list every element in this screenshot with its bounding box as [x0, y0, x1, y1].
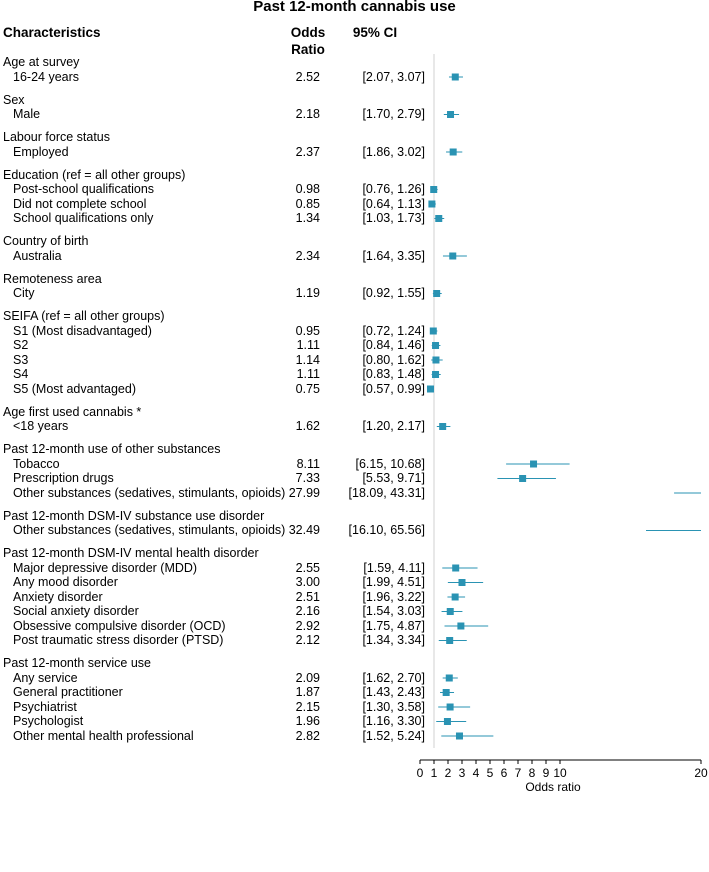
row-label: Male: [13, 107, 41, 121]
odds-ratio-value: 1.14: [295, 352, 320, 367]
x-tick-label: 2: [444, 766, 452, 780]
odds-ratio-value: 2.12: [295, 633, 320, 647]
row-label: Post traumatic stress disorder (PTSD): [13, 633, 224, 647]
row-label: Employed: [13, 144, 69, 159]
ci-value: [1.59, 4.11]: [363, 560, 425, 575]
odds-ratio-value: 0.85: [295, 196, 320, 211]
ci-value: [1.20, 2.17]: [362, 419, 425, 433]
odds-ratio-value: 2.52: [295, 69, 320, 84]
x-tick-label: 8: [528, 766, 536, 780]
ci-value: [1.16, 3.30]: [362, 714, 425, 728]
row-label: Post-school qualifications: [13, 182, 155, 196]
x-tick-label: 1: [430, 766, 438, 780]
row-label: Did not complete school: [13, 196, 147, 211]
row-label: Australia: [13, 248, 62, 263]
row-label: Other substances (sedatives, stimulants, opioids): [13, 523, 286, 537]
estimate-marker: [450, 149, 457, 156]
estimate-marker: [435, 215, 442, 222]
group-label: Past 12-month service use: [3, 656, 151, 670]
row-label: Other mental health professional: [13, 728, 194, 743]
row-label: S2: [13, 338, 29, 352]
group-label: Age first used cannabis *: [3, 404, 142, 419]
odds-ratio-value: 1.11: [296, 338, 320, 352]
estimate-marker: [427, 386, 434, 393]
x-tick-label: 3: [458, 766, 466, 780]
estimate-marker: [446, 675, 453, 682]
estimate-marker: [447, 111, 454, 118]
row-label: Other substances (sedatives, stimulants, opioids): [13, 485, 286, 500]
ci-value: [5.53, 9.71]: [362, 471, 425, 485]
odds-ratio-value: 2.55: [295, 560, 320, 575]
estimate-marker: [452, 594, 459, 601]
odds-ratio-value: 1.11: [296, 367, 320, 381]
row-label: S4: [13, 367, 29, 381]
odds-ratio-value: 3.00: [295, 575, 320, 589]
ci-value: [1.34, 3.34]: [362, 633, 425, 647]
ci-value: [1.43, 2.43]: [362, 685, 425, 699]
header-odds-ratio: Odds Ratio: [290, 25, 326, 57]
row-label: S5 (Most advantaged): [13, 381, 136, 396]
row-label: Prescription drugs: [13, 471, 114, 485]
ci-value: [0.64, 1.13]: [362, 196, 425, 211]
odds-ratio-value: 2.51: [295, 589, 320, 604]
ci-value: [2.07, 3.07]: [362, 69, 425, 84]
row-label: General practitioner: [13, 685, 123, 699]
ci-value: [0.76, 1.26]: [362, 182, 425, 196]
group-label: Education (ref = all other groups): [3, 167, 186, 182]
odds-ratio-value: 2.34: [295, 248, 320, 263]
ci-value: [1.30, 3.58]: [362, 699, 425, 714]
estimate-marker: [444, 718, 451, 725]
ci-value: [0.72, 1.24]: [362, 323, 425, 338]
odds-ratio-value: 2.18: [295, 107, 320, 121]
ci-value: [1.03, 1.73]: [362, 211, 425, 225]
estimate-marker: [459, 579, 466, 586]
estimate-marker: [519, 475, 526, 482]
odds-ratio-value: 27.99: [288, 485, 320, 500]
odds-ratio-value: 2.09: [295, 670, 320, 685]
odds-ratio-value: 0.95: [295, 323, 320, 338]
odds-ratio-value: 2.92: [295, 618, 320, 633]
group-label: Past 12-month DSM-IV mental health disorder: [3, 546, 259, 560]
row-label: Major depressive disorder (MDD): [13, 560, 198, 575]
estimate-marker: [443, 689, 450, 696]
row-label: Anxiety disorder: [13, 589, 103, 604]
estimate-marker: [433, 290, 440, 297]
row-label: School qualifications only: [13, 211, 154, 225]
odds-ratio-value: 1.19: [295, 286, 320, 300]
group-label: Remoteness area: [3, 271, 102, 286]
row-label: Any mood disorder: [13, 575, 118, 589]
x-tick-label: 6: [500, 766, 508, 780]
odds-ratio-value: 0.75: [295, 381, 320, 396]
ci-value: [1.64, 3.35]: [362, 248, 425, 263]
ci-value: [1.54, 3.03]: [362, 604, 425, 618]
odds-ratio-value: 1.87: [295, 685, 320, 699]
odds-ratio-value: 7.33: [295, 471, 320, 485]
group-label: Age at survey: [3, 55, 80, 69]
row-label: Obsessive compulsive disorder (OCD): [13, 618, 226, 633]
header-ci: 95% CI: [352, 25, 398, 40]
x-tick-label: 0: [416, 766, 424, 780]
odds-ratio-value: 2.82: [295, 728, 320, 743]
x-tick-label: 9: [542, 766, 550, 780]
odds-ratio-value: 0.98: [295, 182, 320, 196]
ci-value: [1.70, 2.79]: [362, 107, 425, 121]
estimate-marker: [439, 423, 446, 430]
estimate-marker: [456, 733, 463, 740]
ci-value: [0.57, 0.99]: [362, 381, 425, 396]
odds-ratio-value: 1.96: [295, 714, 320, 728]
estimate-marker: [432, 371, 439, 378]
ci-value: [1.75, 4.87]: [362, 618, 425, 633]
estimate-marker: [446, 637, 453, 644]
row-label: S1 (Most disadvantaged): [13, 323, 152, 338]
estimate-marker: [432, 342, 439, 349]
odds-ratio-value: 1.34: [295, 211, 320, 225]
ci-value: [1.96, 3.22]: [362, 589, 425, 604]
estimate-marker: [430, 328, 437, 335]
odds-ratio-value: 8.11: [296, 456, 320, 471]
group-label: Past 12-month DSM-IV substance use disorder: [3, 508, 265, 523]
ci-value: [0.83, 1.48]: [362, 367, 425, 381]
ci-value: [1.62, 2.70]: [362, 670, 425, 685]
x-tick-label: 4: [472, 766, 480, 780]
estimate-marker: [452, 565, 459, 572]
ci-value: [6.15, 10.68]: [355, 456, 425, 471]
row-label: Psychologist: [13, 714, 84, 728]
x-tick-label: 10: [553, 766, 567, 780]
ci-value: [0.84, 1.46]: [362, 338, 425, 352]
group-label: Past 12-month use of other substances: [3, 442, 221, 456]
estimate-marker: [447, 704, 454, 711]
estimate-marker: [428, 201, 435, 208]
odds-ratio-value: 2.37: [295, 144, 320, 159]
x-tick-label: 5: [486, 766, 494, 780]
ci-value: [1.99, 4.51]: [362, 575, 425, 589]
ci-value: [0.80, 1.62]: [362, 352, 425, 367]
odds-ratio-value: 32.49: [288, 523, 320, 537]
chart-title: Past 12-month cannabis use: [253, 0, 456, 15]
x-tick-label: 7: [514, 766, 522, 780]
odds-ratio-value: 2.15: [295, 699, 320, 714]
group-label: SEIFA (ref = all other groups): [3, 309, 165, 323]
header-characteristics: Characteristics: [3, 25, 101, 40]
row-label: S3: [13, 352, 29, 367]
estimate-marker: [452, 74, 459, 81]
row-label: Social anxiety disorder: [13, 604, 139, 618]
ci-value: [18.09, 43.31]: [348, 485, 425, 500]
row-label: Psychiatrist: [13, 699, 77, 714]
row-label: 16-24 years: [13, 69, 80, 84]
x-tick-label: 20: [694, 766, 708, 780]
estimate-marker: [449, 253, 456, 260]
ci-value: [16.10, 65.56]: [348, 523, 425, 537]
group-label: Labour force status: [3, 130, 111, 144]
estimate-marker: [530, 461, 537, 468]
group-label: Sex: [3, 92, 25, 107]
row-label: Any service: [13, 670, 78, 685]
odds-ratio-value: 2.16: [295, 604, 320, 618]
group-label: Country of birth: [3, 234, 89, 248]
ci-value: [1.52, 5.24]: [362, 728, 425, 743]
estimate-marker: [430, 186, 437, 193]
odds-ratio-value: 1.62: [295, 419, 320, 433]
estimate-marker: [457, 623, 464, 630]
x-axis-label: Odds ratio: [525, 780, 581, 794]
estimate-marker: [447, 608, 454, 615]
ci-value: [0.92, 1.55]: [362, 286, 425, 300]
estimate-marker: [432, 357, 439, 364]
row-label: City: [13, 286, 35, 300]
ci-value: [1.86, 3.02]: [362, 144, 425, 159]
row-label: Tobacco: [13, 456, 60, 471]
row-label: <18 years: [13, 419, 69, 433]
